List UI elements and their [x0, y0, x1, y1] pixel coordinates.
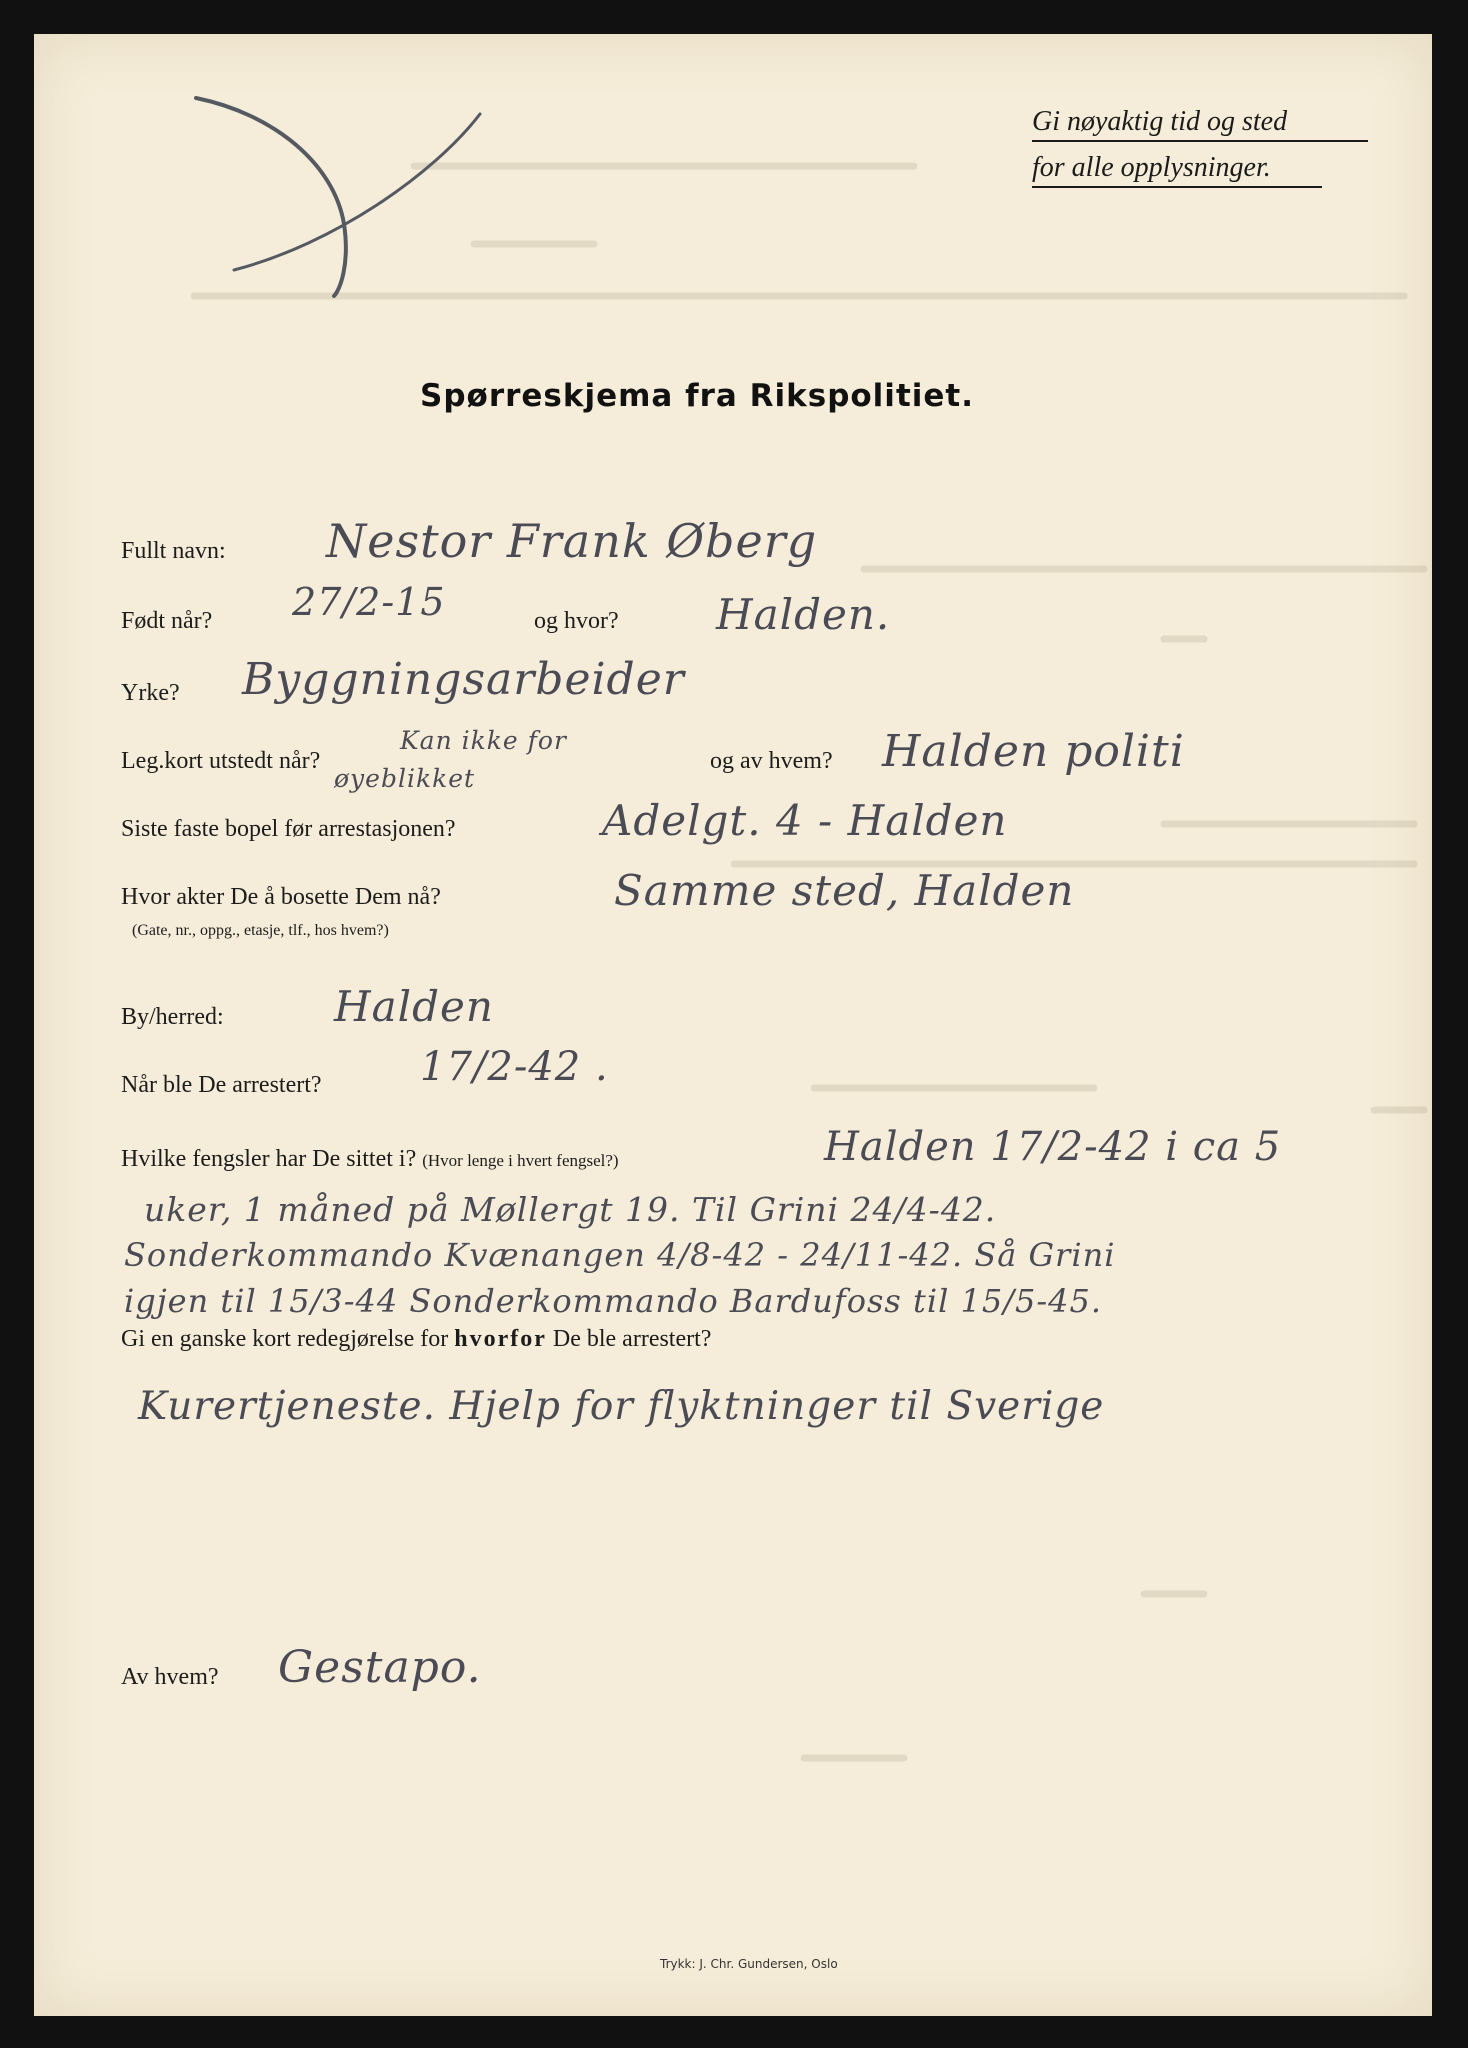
label-reason-prefix: Gi en ganske kort redegjørelse for	[121, 1326, 449, 1352]
label-settle-where-hint: (Gate, nr., oppg., etasje, tlf., hos hvem?)	[132, 922, 389, 939]
pencil-cross-mark	[34, 34, 634, 354]
label-settle-where: Hvor akter De å bosette Dem nå?	[121, 884, 441, 910]
answer-born-where: Halden.	[716, 590, 891, 639]
answer-id-issued-when-line-2: øyeblikket	[334, 764, 476, 793]
label-born-where: og hvor?	[534, 608, 619, 634]
answer-arrested-by: Gestapo.	[278, 1642, 482, 1693]
answer-id-issued-when-line-1: Kan ikke for	[400, 726, 567, 755]
answer-id-issued-by: Halden politi	[882, 726, 1185, 777]
instruction-note-line-1: Gi nøyaktig tid og sted	[1032, 106, 1368, 142]
answer-born-when: 27/2-15	[292, 580, 446, 624]
answer-municipality: Halden	[334, 982, 494, 1031]
form-title: Spørreskjema fra Rikspolitiet.	[420, 378, 975, 414]
answer-prisons-line-4: igjen til 15/3-44 Sonderkommando Bardufoss til 15/5-45.	[124, 1282, 1103, 1320]
answer-prisons-line-1: Halden 17/2-42 i ca 5	[824, 1124, 1282, 1170]
label-arrested-when: Når ble De arrestert?	[121, 1072, 322, 1098]
instruction-note-line-2: for alle opplysninger.	[1032, 152, 1322, 188]
label-reason-emphasis: hvorfor	[454, 1326, 547, 1352]
answer-reason: Kurertjeneste. Hjelp for flyktninger til Sverige	[138, 1384, 1105, 1429]
label-last-address: Siste faste bopel før arrestasjonen?	[121, 816, 456, 842]
label-prisons	[121, 1146, 619, 1173]
label-municipality: By/herred:	[121, 1004, 224, 1030]
instruction-note	[1032, 106, 1368, 188]
printer-imprint: Trykk: J. Chr. Gundersen, Oslo	[660, 1957, 838, 1971]
label-full-name: Fullt navn:	[121, 538, 226, 564]
label-arrested-by: Av hvem?	[121, 1664, 219, 1690]
label-born-when: Født når?	[121, 608, 213, 634]
label-reason-suffix: De ble arrestert?	[552, 1326, 712, 1352]
answer-prisons-line-2: uker, 1 måned på Møllergt 19. Til Grini 24/4-42.	[144, 1190, 997, 1229]
questionnaire-page	[34, 34, 1432, 2016]
answer-last-address: Adelgt. 4 - Halden	[602, 796, 1008, 845]
answer-prisons-line-3: Sonderkommando Kvænangen 4/8-42 - 24/11-42. Så Grini	[124, 1236, 1116, 1274]
label-prisons-hint: (Hvor lenge i hvert fengsel?)	[422, 1151, 619, 1170]
answer-occupation: Byggningsarbeider	[242, 654, 685, 705]
label-occupation: Yrke?	[121, 680, 180, 706]
label-prisons-text: Hvilke fengsler har De sittet i?	[121, 1146, 417, 1172]
label-id-issued-when: Leg.kort utstedt når?	[121, 748, 321, 774]
label-reason	[121, 1326, 711, 1353]
answer-full-name: Nestor Frank Øberg	[326, 514, 818, 568]
label-id-issued-by: og av hvem?	[710, 748, 833, 774]
answer-arrested-when: 17/2-42 .	[420, 1044, 609, 1090]
answer-settle-where: Samme sted, Halden	[614, 866, 1075, 915]
